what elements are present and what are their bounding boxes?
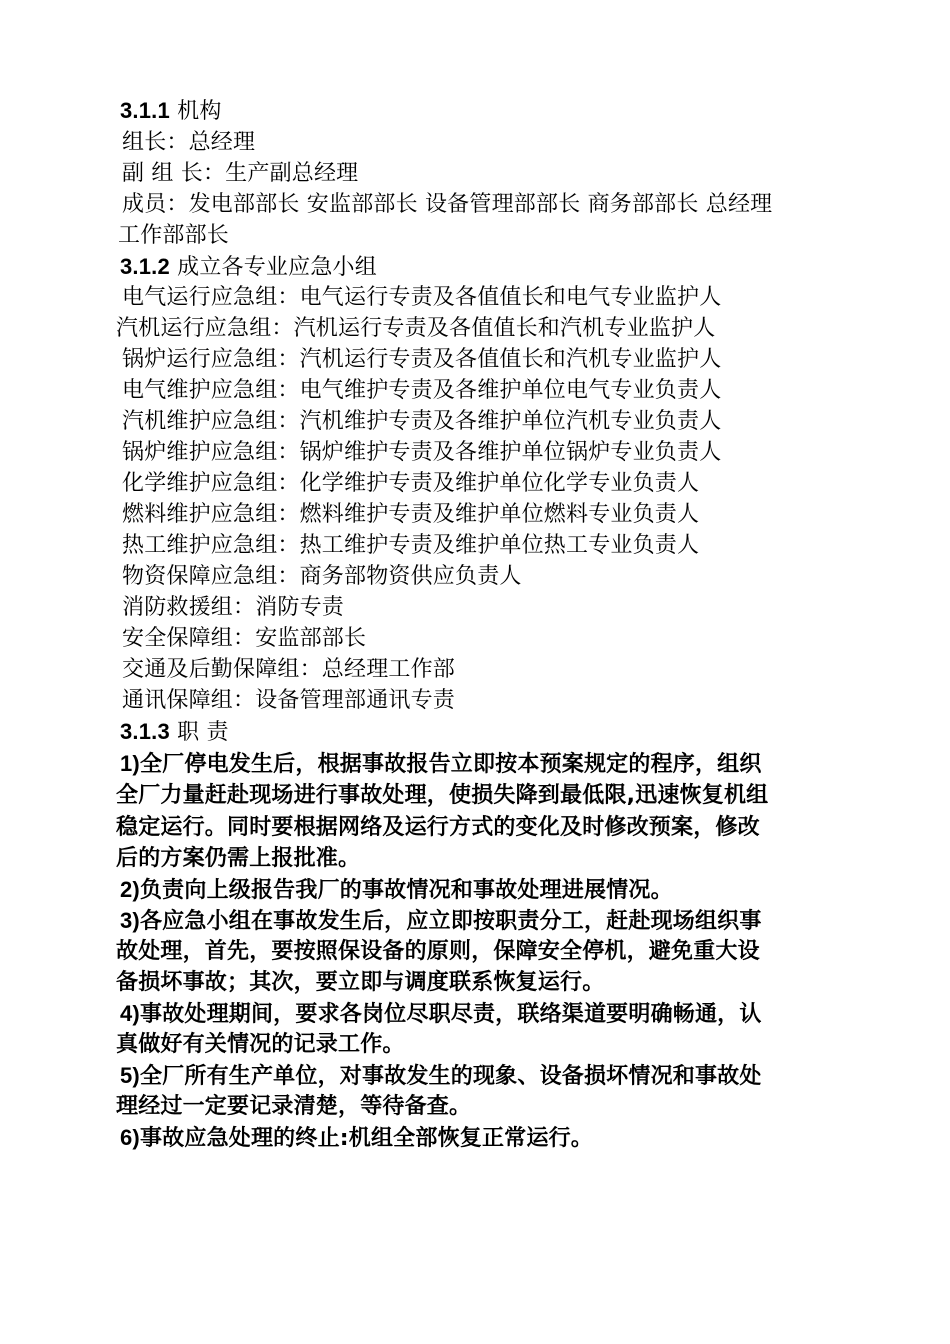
duty-1-line: 后的方案仍需上报批准。	[116, 846, 361, 871]
duty-1-line	[120, 751, 762, 778]
duty-number: 3)	[120, 908, 140, 933]
group-line: 锅炉运行应急组：汽机运行专责及各值值长和汽机专业监护人	[122, 347, 722, 372]
duty-number: 1)	[120, 751, 140, 776]
duty-3-line: 备损坏事故；其次，要立即与调度联系恢复运行。	[116, 970, 605, 995]
group-line: 电气维护应急组：电气维护专责及各维护单位电气专业负责人	[122, 378, 722, 403]
group-line: 通讯保障组：设备管理部通讯专责	[122, 688, 456, 713]
group-line: 化学维护应急组：化学维护专责及维护单位化学专业负责人	[122, 471, 700, 496]
duty-number: 5)	[120, 1063, 140, 1088]
group-line: 电气运行应急组：电气运行专责及各值值长和电气专业监护人	[122, 285, 722, 310]
duty-2-line	[120, 877, 673, 904]
duty-6-line	[120, 1125, 593, 1152]
group-line: 消防救援组：消防专责	[122, 595, 345, 620]
duty-number: 2)	[120, 877, 140, 902]
group-line: 燃料维护应急组：燃料维护专责及维护单位燃料专业负责人	[122, 502, 700, 527]
duty-text: 负责向上级报告我厂的事故情况和事故处理进展情况。	[139, 878, 673, 903]
group-line: 热工维护应急组：热工维护专责及维护单位热工专业负责人	[122, 533, 700, 558]
section-title: 机构	[177, 99, 222, 124]
duty-4-line: 真做好有关情况的记录工作。	[116, 1032, 405, 1057]
section-title: 职 责	[177, 720, 229, 745]
org-leader-line: 组长：总经理	[122, 130, 256, 155]
section-313-heading	[120, 719, 229, 746]
section-311-heading	[120, 98, 222, 125]
duty-1-line: 全厂力量赶赴现场进行事故处理，使损失降到最低限,迅速恢复机组	[116, 783, 769, 808]
section-312-heading	[120, 254, 377, 281]
duty-5-line: 理经过一定要记录清楚，等待备查。	[116, 1094, 472, 1119]
duty-text: 全厂所有生产单位，对事故发生的现象、设备损坏情况和事故处	[139, 1064, 762, 1089]
section-number: 3.1.3	[120, 719, 170, 744]
group-line: 汽机运行应急组：汽机运行专责及各值值长和汽机专业监护人	[116, 316, 716, 341]
section-number: 3.1.1	[120, 98, 170, 123]
section-number: 3.1.2	[120, 254, 170, 279]
duty-3-line: 故处理，首先，要按照保设备的原则，保障安全停机，避免重大设	[116, 939, 760, 964]
org-members-line-cont: 工作部部长	[118, 223, 230, 248]
group-line: 物资保障应急组：商务部物资供应负责人	[122, 564, 522, 589]
duty-4-line	[120, 1001, 762, 1028]
group-line: 锅炉维护应急组：锅炉维护专责及各维护单位锅炉专业负责人	[122, 440, 722, 465]
org-deputy-line: 副 组 长：生产副总经理	[122, 161, 359, 186]
duty-number: 6)	[120, 1125, 140, 1150]
duty-text: 事故应急处理的终止:机组全部恢复正常运行。	[139, 1126, 593, 1151]
duty-3-line	[120, 908, 762, 935]
duty-text: 全厂停电发生后，根据事故报告立即按本预案规定的程序，组织	[139, 752, 762, 777]
duty-text: 事故处理期间，要求各岗位尽职尽责，联络渠道要明确畅通，认	[139, 1002, 762, 1027]
section-title: 成立各专业应急小组	[169, 255, 377, 280]
group-line: 汽机维护应急组：汽机维护专责及各维护单位汽机专业负责人	[122, 409, 722, 434]
duty-number: 4)	[120, 1001, 140, 1026]
duty-5-line	[120, 1063, 762, 1090]
duty-1-line: 稳定运行。同时要根据网络及运行方式的变化及时修改预案，修改	[116, 815, 760, 840]
duty-text: 各应急小组在事故发生后，应立即按职责分工，赶赴现场组织事	[139, 909, 762, 934]
group-line: 安全保障组：安监部部长	[122, 626, 367, 651]
org-members-line: 成员：发电部部长 安监部部长 设备管理部部长 商务部部长 总经理	[122, 192, 773, 217]
group-line: 交通及后勤保障组：总经理工作部	[122, 657, 456, 682]
